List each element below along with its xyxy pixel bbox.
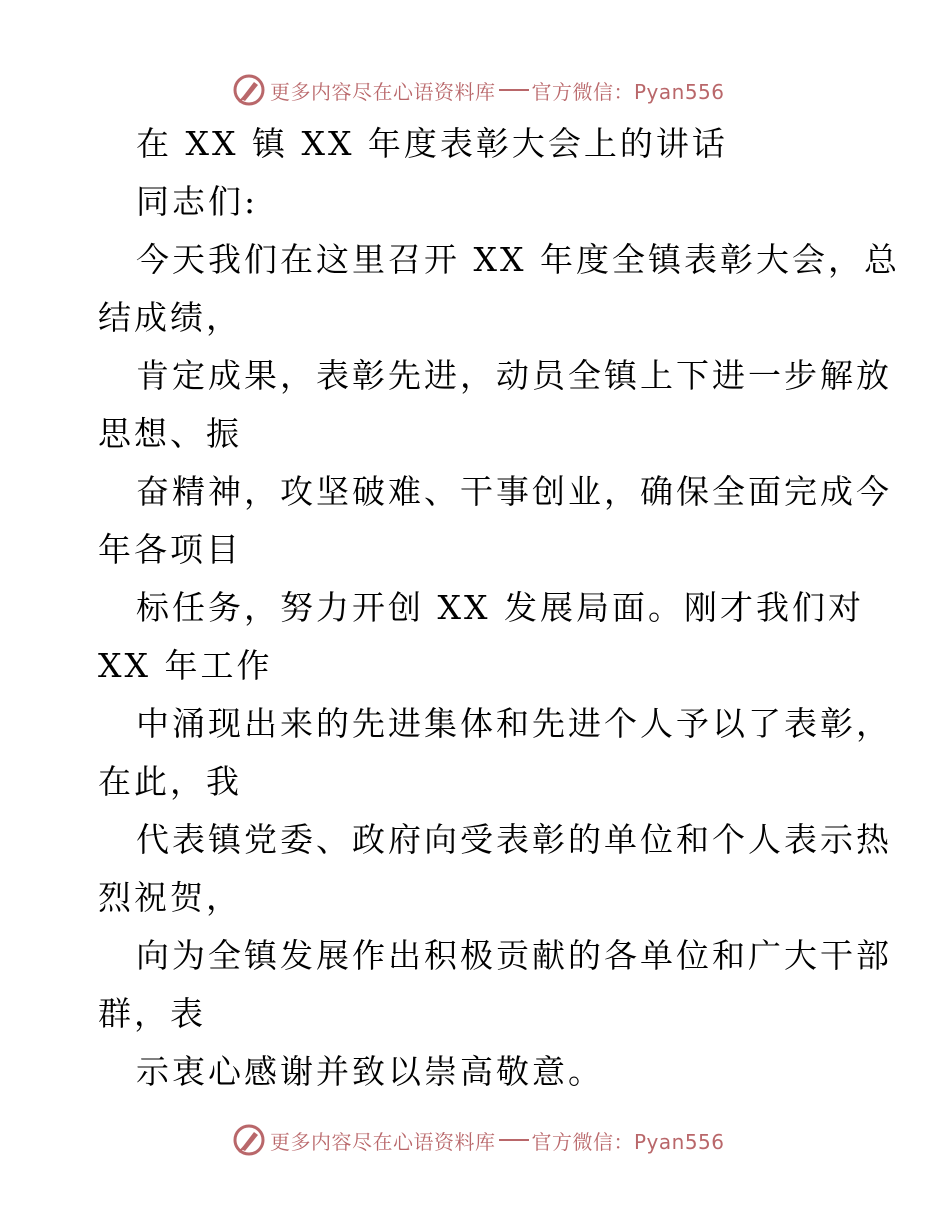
document-line: 思想、振 bbox=[98, 414, 242, 453]
watermark-suffix: 官方微信：Pyan556 bbox=[531, 1129, 725, 1154]
document-line: 结成绩， bbox=[98, 298, 242, 337]
watermark-dash bbox=[499, 89, 529, 91]
watermark-suffix: 官方微信：Pyan556 bbox=[531, 79, 725, 104]
watermark-text: 更多内容尽在心语资料库 bbox=[270, 1129, 496, 1154]
document-line: XX 年工作 bbox=[98, 646, 273, 685]
quill-pen-logo-icon bbox=[232, 73, 266, 107]
document-line: 在此，我 bbox=[98, 762, 242, 801]
document-line: 年各项目 bbox=[98, 530, 242, 569]
document-body bbox=[98, 115, 900, 1101]
document-line: 中涌现出来的先进集体和先进个人予以了表彰， bbox=[136, 704, 892, 743]
document-line: 肯定成果，表彰先进，动员全镇上下进一步解放 bbox=[136, 356, 892, 395]
document-line: 代表镇党委、政府向受表彰的单位和个人表示热 bbox=[136, 820, 892, 859]
document-line: 群，表 bbox=[98, 994, 206, 1033]
footer-watermark bbox=[232, 1122, 725, 1158]
document-line: 奋精神，攻坚破难、干事创业，确保全面完成今 bbox=[136, 472, 892, 511]
document-line: 今天我们在这里召开 XX 年度全镇表彰大会，总 bbox=[136, 240, 900, 279]
document-line: 烈祝贺， bbox=[98, 878, 242, 917]
quill-pen-logo-icon bbox=[232, 1123, 266, 1157]
document-line: 示衷心感谢并致以崇高敬意。 bbox=[136, 1052, 604, 1091]
document-line: 标任务，努力开创 XX 发展局面。刚才我们对 bbox=[136, 588, 864, 627]
header-watermark bbox=[232, 72, 725, 108]
watermark-text: 更多内容尽在心语资料库 bbox=[270, 79, 496, 104]
document-line: 在 XX 镇 XX 年度表彰大会上的讲话 bbox=[136, 124, 728, 163]
document-line: 向为全镇发展作出积极贡献的各单位和广大干部 bbox=[136, 936, 892, 975]
watermark-dash bbox=[499, 1139, 529, 1141]
document-line: 同志们: bbox=[136, 182, 259, 221]
